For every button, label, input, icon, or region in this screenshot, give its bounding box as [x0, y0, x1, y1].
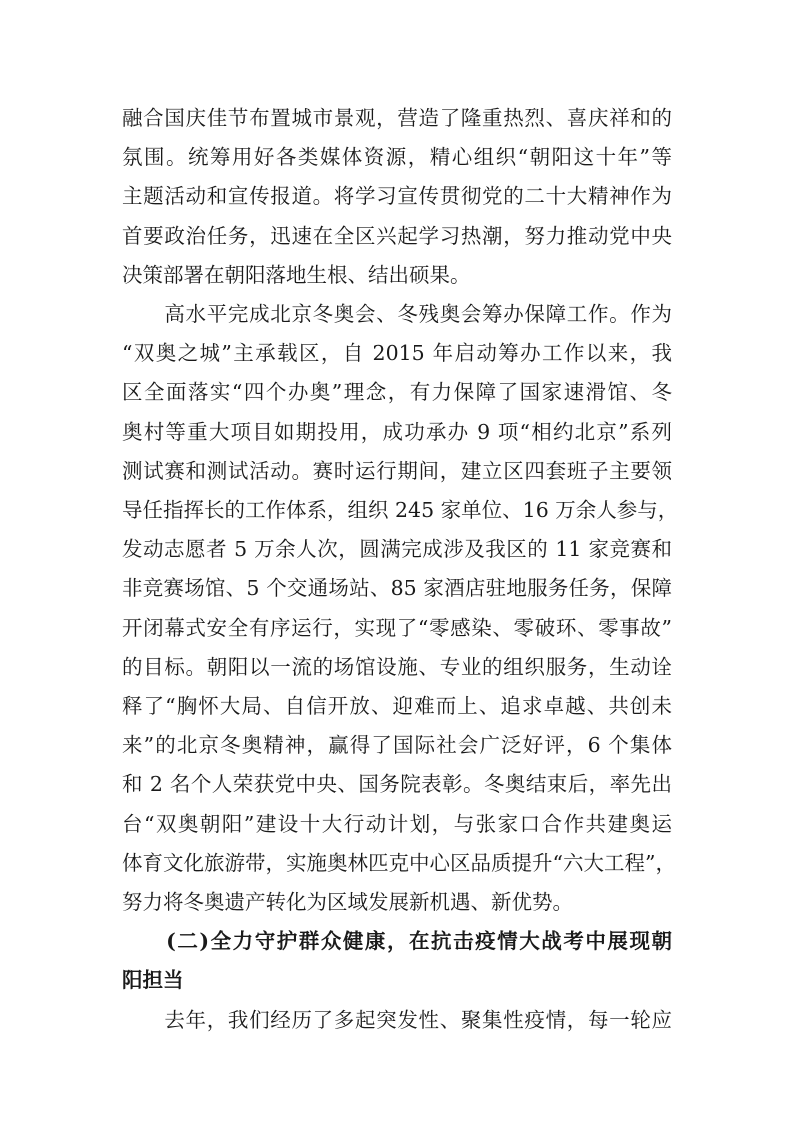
section-heading-continued: 阳担当	[122, 968, 184, 992]
text-line: 区全面落实“四个办奥”理念，有力保障了国家速滑馆、冬	[122, 380, 672, 404]
text-line: 台“双奥朝阳”建设十大行动计划，与张家口合作共建奥运	[122, 812, 672, 836]
text-line: 奥村等重大项目如期投用，成功承办 9 项“相约北京”系列	[122, 420, 672, 444]
text-line: 主题活动和宣传报道。将学习宣传贯彻党的二十大精神作为	[122, 184, 672, 208]
text-line: 开闭幕式安全有序运行，实现了“零感染、零破环、零事故”	[122, 616, 672, 640]
text-line: 体育文化旅游带，实施奥林匹克中心区品质提升“六大工程”，	[122, 851, 676, 875]
text-line: 决策部署在朝阳落地生根、结出硕果。	[122, 263, 471, 287]
text-line: 努力将冬奥遗产转化为区域发展新机遇、新优势。	[122, 890, 573, 914]
text-line: 去年，我们经历了多起突发性、聚集性疫情，每一轮应	[122, 1008, 672, 1032]
section-heading: (二)全力守护群众健康，在抗击疫情大战考中展现朝	[122, 929, 672, 953]
text-line: 测试赛和测试活动。赛时运行期间，建立区四套班子主要领	[122, 459, 672, 483]
text-line: 融合国庆佳节布置城市景观，营造了隆重热烈、喜庆祥和的	[122, 106, 672, 130]
text-line: 非竞赛场馆、5 个交通场站、85 家酒店驻地服务任务，保障	[122, 576, 672, 600]
text-line: 氛围。统筹用好各类媒体资源，精心组织“朝阳这十年”等	[122, 145, 672, 169]
text-line: 和 2 名个人荣获党中央、国务院表彰。冬奥结束后，率先出	[122, 772, 672, 796]
text-line: 来”的北京冬奥精神，赢得了国际社会广泛好评，6 个集体	[122, 733, 672, 757]
text-line: 发动志愿者 5 万余人次，圆满完成涉及我区的 11 家竞赛和	[122, 537, 672, 561]
text-line: 高水平完成北京冬奥会、冬残奥会筹办保障工作。作为	[122, 302, 672, 326]
text-line: 导任指挥长的工作体系，组织 245 家单位、16 万余人参与，	[122, 498, 679, 522]
text-line: “双奥之城”主承载区，自 2015 年启动筹办工作以来，我	[122, 341, 672, 365]
text-line: 的目标。朝阳以一流的场馆设施、专业的组织服务，生动诠	[122, 655, 672, 679]
text-line: 首要政治任务，迅速在全区兴起学习热潮，努力推动党中央	[122, 224, 672, 248]
text-line: 释了“胸怀大局、自信开放、迎难而上、追求卓越、共创未	[122, 694, 672, 718]
